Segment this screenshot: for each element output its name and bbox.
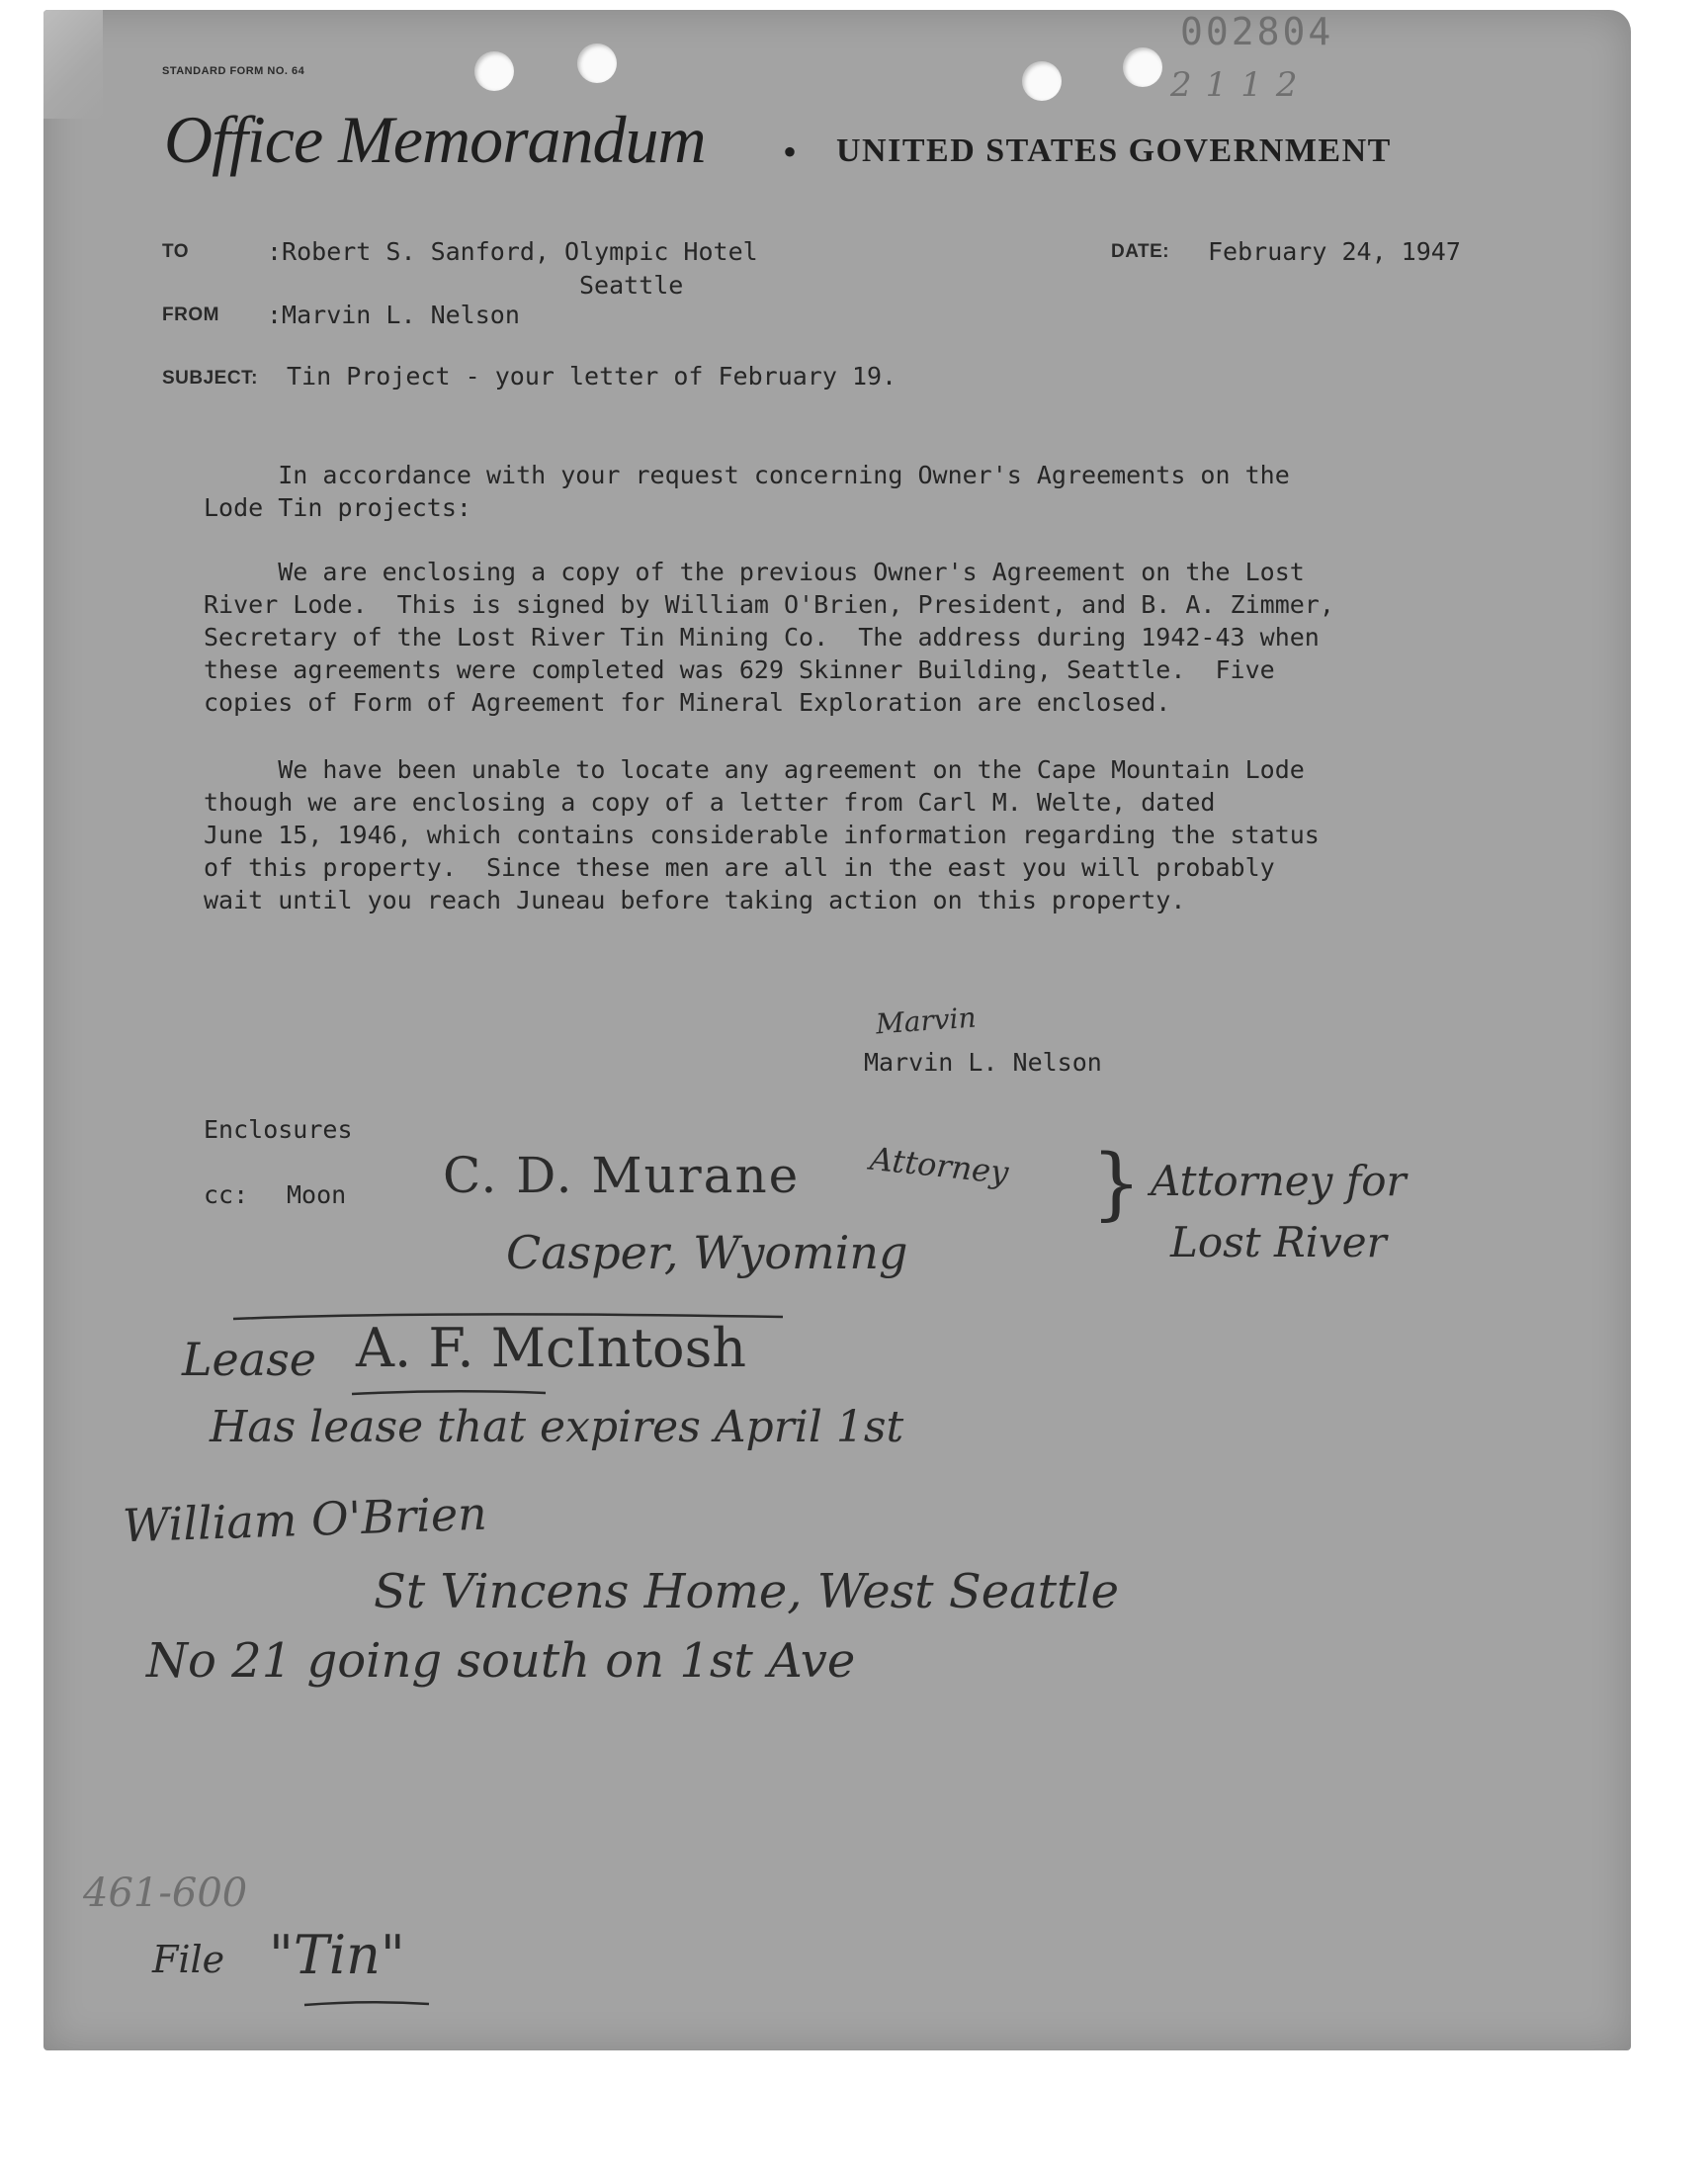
typed-signature: Marvin L. Nelson [864, 1048, 1102, 1077]
stamp-code: 2112 [1170, 65, 1312, 105]
body-paragraph-1 [204, 459, 1508, 524]
body-paragraph-2 [204, 556, 1508, 719]
handwritten-attorney-word: Attorney [868, 1139, 1011, 1192]
handwritten-address: St Vincens Home, West Seattle [374, 1564, 1120, 1619]
body-line: We have been unable to locate any agreement on the Cape Mountain Lode [204, 755, 1305, 784]
date-value: February 24, 1947 [1208, 237, 1461, 266]
handwritten-obrien: William O'Brien [122, 1486, 488, 1553]
handwritten-signature: Marvin [874, 1000, 978, 1041]
body-line: Secretary of the Lost River Tin Mining Co. The address during 1942-43 when [204, 623, 1320, 652]
body-line: wait until you reach Juneau before taking action on this property. [204, 886, 1186, 914]
handwritten-file-value: "Tin" [269, 1924, 405, 1986]
handwritten-lease-label: Lease [182, 1333, 317, 1386]
handwritten-directions: No 21 going south on 1st Ave [146, 1633, 856, 1689]
from-value: :Marvin L. Nelson [267, 301, 520, 329]
to-value-city: Seattle [579, 271, 684, 300]
from-label: FROM [162, 304, 219, 325]
body-line: River Lode. This is signed by William O'Brien, President, and B. A. Zimmer, [204, 590, 1334, 619]
lease-name-underline [350, 1388, 548, 1398]
to-label: TO [162, 241, 190, 262]
handwritten-lease-name: A. F. McIntosh [356, 1317, 747, 1379]
memo-title: Office Memorandum [164, 102, 706, 177]
title-bullet: • [783, 130, 798, 174]
body-line: In accordance with your request concerning Owner's Agreements on the [204, 461, 1290, 489]
cc-value: Moon [287, 1180, 347, 1209]
handwritten-attorney-name: C. D. Murane [443, 1147, 801, 1204]
handwritten-brace: } [1091, 1137, 1142, 1229]
enclosures-label: Enclosures [204, 1115, 353, 1144]
punch-hole [474, 51, 514, 91]
handwritten-attorney-city: Casper, Wyoming [506, 1226, 908, 1279]
body-line: though we are enclosing a copy of a letter from Carl M. Welte, dated [204, 788, 1216, 817]
folded-corner [43, 10, 103, 119]
body-line: We are enclosing a copy of the previous Owner's Agreement on the Lost [204, 558, 1305, 586]
punch-hole [1022, 61, 1062, 101]
handwritten-file-label: File [152, 1938, 225, 1981]
punch-hole [577, 44, 617, 83]
body-line: these agreements were completed was 629 Skinner Building, Seattle. Five [204, 655, 1275, 684]
body-line: of this property. Since these men are all in the east you will probably [204, 853, 1275, 882]
subject-value: Tin Project - your letter of February 19. [287, 362, 897, 391]
body-line: copies of Form of Agreement for Mineral Exploration are enclosed. [204, 688, 1171, 717]
subject-label: SUBJECT: [162, 368, 258, 389]
date-label: DATE: [1111, 241, 1170, 262]
handwritten-file-number: 461-600 [83, 1870, 248, 1916]
stamp-number: 002804 [1180, 10, 1334, 53]
handwritten-side-note-2: Lost River [1170, 1218, 1387, 1266]
to-value: :Robert S. Sanford, Olympic Hotel [267, 237, 758, 266]
body-paragraph-3 [204, 753, 1508, 916]
form-number: STANDARD FORM NO. 64 [162, 65, 305, 77]
body-line: June 15, 1946, which contains considerable information regarding the status [204, 821, 1320, 849]
punch-hole [1123, 47, 1162, 87]
file-value-underline [302, 1999, 431, 2009]
body-line: Lode Tin projects: [204, 493, 471, 522]
memo-sheet [43, 10, 1631, 2050]
cc-label: cc: [204, 1180, 249, 1209]
handwritten-lease-note: Has lease that expires April 1st [210, 1402, 904, 1452]
organization-name: UNITED STATES GOVERNMENT [836, 132, 1392, 169]
handwritten-side-note-1: Attorney for [1151, 1157, 1407, 1205]
